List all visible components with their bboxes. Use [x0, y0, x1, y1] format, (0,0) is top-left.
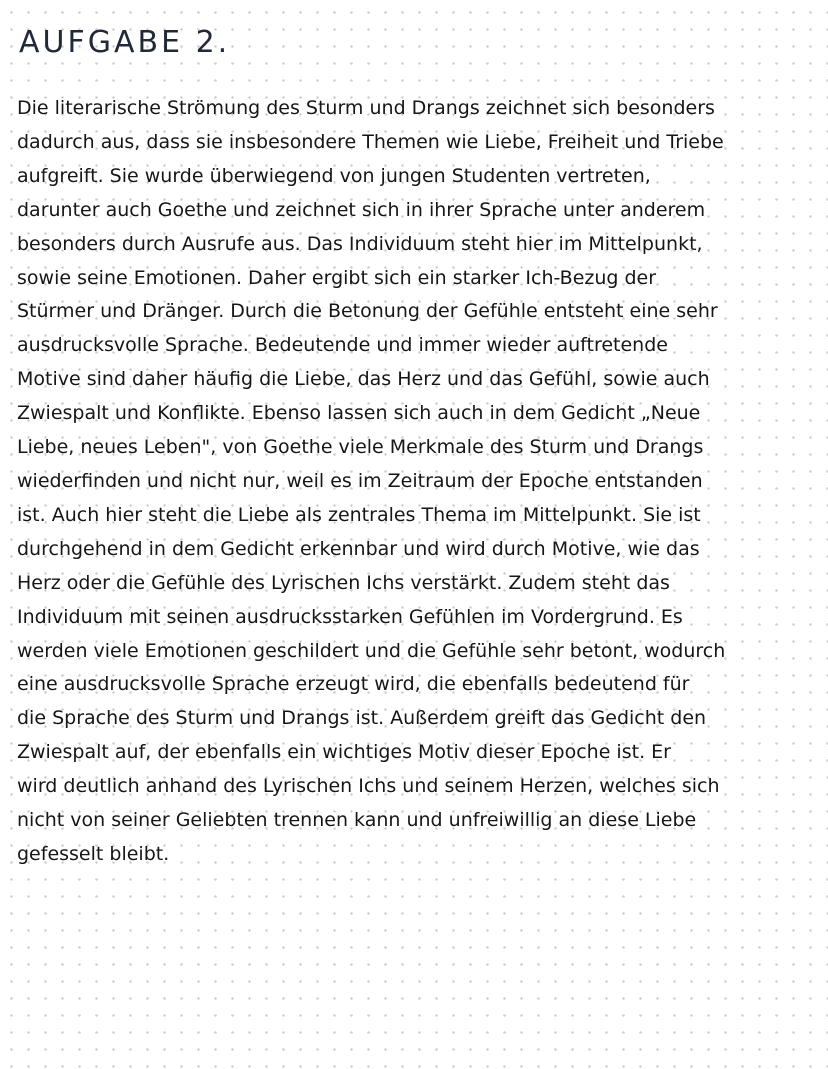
text-line: durchgehend in dem Gedicht erkennbar und wird durch Motive, wie das [17, 537, 700, 560]
text-line: aufgreift. Sie wurde überwiegend von jungen Studenten vertreten, [17, 164, 651, 187]
text-line: wird deutlich anhand des Lyrischen Ichs und seinem Herzen, welches sich [17, 775, 720, 798]
text-line: ist. Auch hier steht die Liebe als zentrales Thema im Mittelpunkt. Sie ist [17, 503, 701, 526]
page-heading: AUFGABE 2. [19, 25, 231, 60]
text-line: sowie seine Emotionen. Daher ergibt sich ein starker Ich-Bezug der [17, 266, 657, 289]
text-line: Motive sind daher häufig die Liebe, das Herz und das Gefühl, sowie auch [17, 368, 710, 391]
text-line: werden viele Emotionen geschildert und die Gefühle sehr betont, wodurch [17, 639, 726, 662]
text-line: Herz oder die Gefühle des Lyrischen Ichs verstärkt. Zudem steht das [17, 571, 670, 594]
text-line: Liebe, neues Leben", von Goethe viele Merkmale des Sturm und Drangs [17, 436, 704, 459]
text-line: nicht von seiner Geliebten trennen kann und unfreiwillig an diese Liebe [17, 809, 697, 832]
text-line: gefesselt bleibt. [17, 842, 170, 865]
text-line: ausdrucksvolle Sprache. Bedeutende und immer wieder auftretende [17, 334, 668, 357]
text-line: darunter auch Goethe und zeichnet sich in ihrer Sprache unter anderem [17, 198, 706, 221]
text-line: wiederfinden und nicht nur, weil es im Zeitraum der Epoche entstanden [17, 469, 703, 492]
text-line: Die literarische Strömung des Sturm und Drangs zeichnet sich besonders [17, 97, 715, 119]
essay-paragraph [17, 92, 823, 872]
text-line: die Sprache des Sturm und Drangs ist. Außerdem greift das Gedicht den [17, 707, 707, 730]
text-line: Zwiespalt auf, der ebenfalls ein wichtiges Motiv dieser Epoche ist. Er [17, 741, 671, 764]
text-line: dadurch aus, dass sie insbesondere Themen wie Liebe, Freiheit und Triebe [17, 130, 724, 153]
text-line: Individuum mit seinen ausdrucksstarken Gefühlen im Vordergrund. Es [17, 605, 683, 628]
text-line: Stürmer und Dränger. Durch die Betonung der Gefühle entsteht eine sehr [17, 300, 718, 323]
text-line: Zwiespalt und Konflikte. Ebenso lassen sich auch in dem Gedicht „Neue [17, 402, 701, 425]
text-line: eine ausdrucksvolle Sprache erzeugt wird, die ebenfalls bedeutend für [17, 673, 690, 696]
text-line: besonders durch Ausrufe aus. Das Individuum steht hier im Mittelpunkt, [17, 232, 703, 255]
